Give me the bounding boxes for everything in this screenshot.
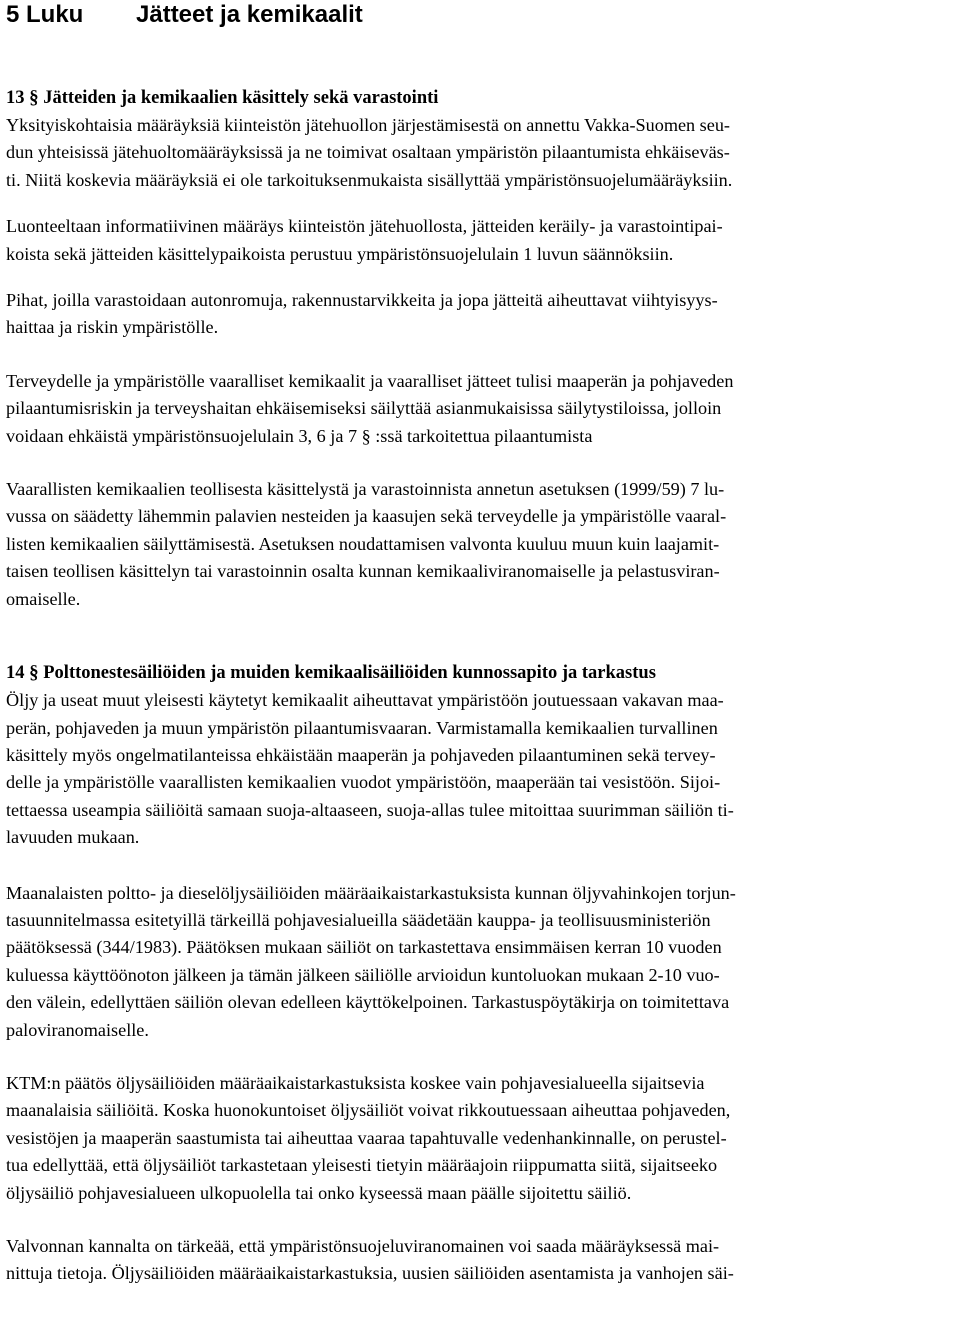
section-sign: § (29, 662, 39, 684)
chapter-heading (6, 0, 954, 30)
text-line: käsittely myös ongelmatilanteissa ehkäistään maaperän ja pohjaveden pilaantuminen sekä tervey- (6, 744, 716, 765)
chapter-number: 5 Luku (6, 1, 84, 28)
text-line: omaiselle. (6, 588, 81, 609)
paragraph (6, 476, 954, 613)
document-page (6, 0, 954, 1288)
text-line: tasuunnitelmassa esitetyillä tärkeillä pohjavesialueilla säädetään kauppa- ja teollisuusministeriön (6, 909, 711, 930)
text-line: Valvonnan kannalta on tärkeää, että ympäristönsuojeluviranomainen voi saada määräyksessä mai- (6, 1236, 720, 1256)
text-line: Luonteeltaan informatiivinen määräys kiinteistön jätehuollosta, jätteiden keräily- ja varastointipai- (6, 216, 723, 237)
text-line: paloviranomaiselle. (6, 1019, 149, 1040)
paragraph (6, 880, 954, 1044)
text-line: maanalaisia säiliöitä. Koska huonokuntoiset öljysäiliöt voivat rikkoutuessaan aiheuttaa pohjaveden, (6, 1100, 731, 1121)
text-line: den välein, edellyttäen säiliön olevan edelleen käyttökelpoinen. Tarkastuspöytäkirja on toimitettava (6, 992, 730, 1013)
paragraph (6, 687, 954, 851)
text-line: koista sekä jätteiden käsittelypaikoista perustuu ympäristönsuojelulain 1 luvun säännöksiin. (6, 243, 674, 264)
text-line: KTM:n päätös öljysäiliöiden määräaikaistarkastuksista koskee vain pohjavesialueella sijaitsevia (6, 1072, 705, 1093)
text-line: nittuja tietoja. Öljysäiliöiden määräaikaistarkastuksia, uusien säiliöiden asentamista ja vanhojen säi- (6, 1263, 734, 1284)
text-line: voidaan ehkäistä ympäristönsuojelulain 3, 6 ja 7 § :ssä tarkoitettua pilaantumista (6, 425, 593, 446)
section-14-heading (6, 659, 954, 687)
text-line: perän, pohjaveden ja muun ympäristön pilaantumisvaaran. Varmistamalla kemikaalien turvallinen (6, 717, 718, 738)
paragraph (6, 1070, 954, 1207)
section-title: Jätteiden ja kemikaalien käsittely sekä varastointi (43, 88, 439, 108)
paragraph (6, 112, 954, 194)
text-line: kuluessa käyttöönoton jälkeen ja tämän jälkeen säiliölle arvioidun kuntoluokan mukaan 2-10 vuo- (6, 964, 720, 985)
section-title: Polttonestesäiliöiden ja muiden kemikaalisäiliöiden kunnossapito ja tarkastus (43, 663, 656, 684)
text-line: Maanalaisten poltto- ja dieselöljysäiliöiden määräaikaistarkastuksista kunnan öljyvahinkojen torjun- (6, 882, 736, 903)
text-line: pilaantumisriskin ja terveyshaitan ehkäisemiseksi säilyttää asianmukaisissa säilytystiloissa, jolloin (6, 398, 722, 419)
text-line: listen kemikaalien säilyttämisestä. Asetuksen noudattamisen valvonta kuuluu muun kuin laajamit- (6, 533, 720, 554)
text-line: Yksityiskohtaisia määräyksiä kiinteistön jätehuollon järjestämisestä on annettu Vakka-Suomen seu- (6, 115, 730, 135)
text-line: Terveydelle ja ympäristölle vaaralliset kemikaalit ja vaaralliset jätteet tulisi maaperän ja pohjaveden (6, 370, 734, 391)
chapter-title: Jätteet ja kemikaalit (136, 1, 363, 28)
paragraph (6, 1233, 954, 1288)
paragraph (6, 368, 954, 450)
text-line: tettaessa useampia säiliöitä samaan suoja-altaaseen, suoja-allas tulee mitoittaa suurimman säiliön ti- (6, 799, 734, 820)
text-line: öljysäiliö pohjavesialueen ulkopuolella tai onko kyseessä maan päälle sijoitettu säiliö. (6, 1182, 632, 1203)
text-line: päätöksessä (344/1983). Päätöksen mukaan säiliöt on tarkastettava ensimmäisen kerran 10 vuoden (6, 937, 722, 958)
text-line: tua edellyttää, että öljysäiliöt tarkastetaan yleisesti tietyin määräajoin riippumatta siitä, sijaitseeko (6, 1155, 718, 1176)
section-number: 14 (6, 663, 25, 684)
text-line: ti. Niitä koskevia määräyksiä ei ole tarkoituksenmukaista sisällyttää ympäristönsuojelumääräyksiin. (6, 169, 733, 190)
section-sign: § (29, 87, 39, 108)
text-line: Vaarallisten kemikaalien teollisesta käsittelystä ja varastoinnista annetun asetuksen (1999/59) 7 lu- (6, 479, 725, 500)
text-line: Pihat, joilla varastoidaan autonromuja, rakennustarvikkeita ja jopa jätteitä aiheuttavat viihtyisyys- (6, 290, 718, 311)
text-line: Öljy ja useat muut yleisesti käytetyt kemikaalit aiheuttavat ympäristöön joutuessaan vakavan maa- (6, 690, 724, 711)
section-13-heading (6, 84, 954, 112)
text-line: vesistöjen ja maaperän saastumista tai aiheuttaa vaaraa tapahtuvalle vedenhankinnalle, on perustel- (6, 1127, 727, 1148)
text-line: haittaa ja riskin ympäristölle. (6, 317, 219, 338)
text-line: dun yhteisissä jätehuoltomääräyksissä ja ne toimivat osaltaan ympäristön pilaantumista ehkäiseväs- (6, 142, 730, 163)
text-line: vussa on säädetty lähemmin palavien nesteiden ja kaasujen sekä terveydelle ja ympäristölle vaaral- (6, 506, 727, 527)
text-line: lavuuden mukaan. (6, 827, 140, 848)
text-line: delle ja ympäristölle vaarallisten kemikaalien vuodot ympäristöön, maaperään tai vesistöön. Sijoi- (6, 772, 721, 793)
text-line: taisen teollisen käsittelyn tai varastoinnin osalta kunnan kemikaaliviranomaiselle ja pelastusviran- (6, 561, 720, 582)
paragraph (6, 287, 954, 342)
section-number: 13 (6, 88, 25, 108)
paragraph (6, 213, 954, 268)
